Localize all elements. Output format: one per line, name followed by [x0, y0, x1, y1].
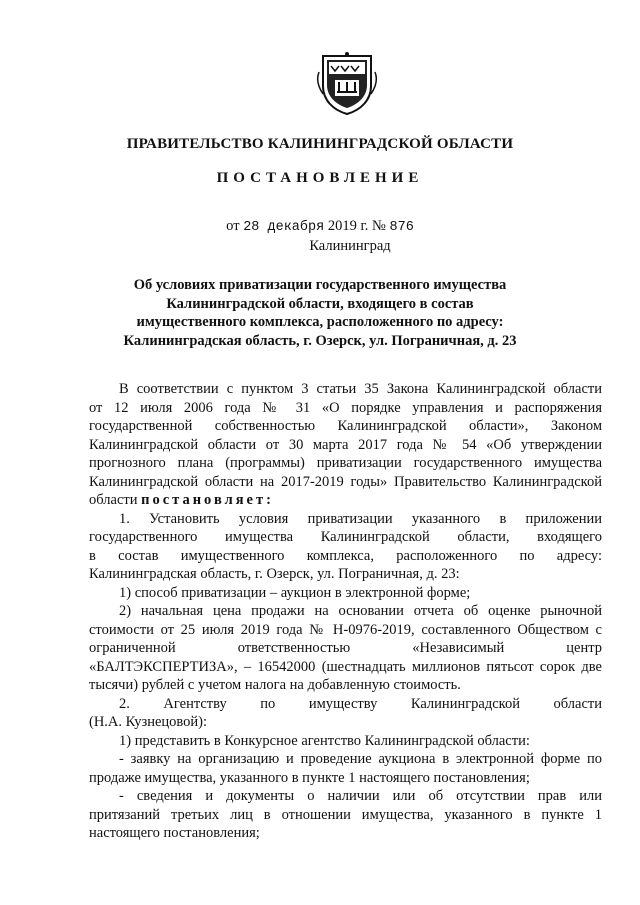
body-line: - заявку на организацию и проведение аукциона в электронной форме по: [119, 751, 602, 767]
body-line: государственного имущества Калининградской области, входящего: [89, 529, 602, 545]
body-text-fragment: области: [89, 492, 138, 508]
body-line: Калининградская область, г. Озерск, ул. Пограничная, д. 23:: [89, 566, 460, 582]
body-line: прогнозного плана (программы) приватизации государственного имущества: [89, 455, 602, 471]
number-sign: №: [372, 218, 386, 234]
heading-line: Калининградская область, г. Озерск, ул. Пограничная, д. 23: [123, 332, 517, 349]
body-line: [89, 491, 602, 510]
body-line: 2) начальная цена продажи на основании отчета об оценке рыночной: [119, 603, 602, 619]
date-prefix: от: [226, 218, 240, 234]
government-title: ПРАВИТЕЛЬСТВО КАЛИНИНГРАДСКОЙ ОБЛАСТИ: [126, 136, 514, 152]
city: Калининград: [309, 238, 391, 254]
body-line: (Н.А. Кузнецовой):: [89, 714, 208, 730]
body-line: 1. Установить условия приватизации указанного в приложении: [119, 510, 602, 527]
date-handwritten: 28 декабря: [243, 220, 325, 235]
coat-of-arms-icon: [315, 52, 379, 116]
body-line: Калининградской области на 2017-2019 годы» Правительство Калининградской: [89, 473, 602, 490]
body-line: Калининградской области от 30 марта 2017 года № 54 «Об утверждении: [89, 436, 602, 453]
date-line: [0, 218, 640, 235]
body-line: государственной собственностью Калининградской области», Законом: [89, 418, 602, 434]
body-line: - сведения и документы о наличии или об отсутствии прав или: [119, 788, 602, 804]
heading-line: имущественного комплекса, расположенного по адресу:: [136, 314, 504, 330]
body-line: в состав имущественного комплекса, расположенного по адресу:: [89, 547, 602, 564]
body-line: 1) представить в Конкурсное агентство Калининградской области:: [119, 732, 530, 749]
document-type: ПОСТАНОВЛЕНИЕ: [216, 170, 424, 186]
body-line: притязаний третьих лиц в отношении имущества, указанного в пункте 1: [89, 806, 602, 823]
body-line: стоимости от 25 июля 2019 года № Н-0976-2019, составленного Обществом с: [89, 621, 602, 638]
document-number: 876: [389, 220, 414, 235]
body-line: ограниченной ответственностью «Независимый центр: [89, 640, 602, 656]
document-heading: [120, 276, 520, 350]
document-body: [89, 380, 602, 843]
decree-keyword: постановляет:: [141, 492, 274, 508]
body-line: «БАЛТЭКСПЕРТИЗА», – 16542000 (шестнадцать миллионов пятьсот сорок две: [89, 658, 602, 675]
body-line: настоящего постановления;: [89, 825, 260, 841]
heading-line: Об условиях приватизации государственного имущества: [133, 277, 507, 293]
heading-line: Калининградской области, входящего в состав: [166, 295, 474, 312]
body-line: тысячи) рублей с учетом налога на добавленную стоимость.: [89, 677, 461, 693]
body-line: 2. Агентству по имуществу Калининградской области: [119, 695, 602, 712]
body-line: от 12 июля 2006 года № 31 «О порядке управления и распоряжения: [89, 399, 602, 416]
date-year: 2019 г.: [327, 218, 369, 234]
body-line: В соответствии с пунктом 3 статьи 35 Закона Калининградской области: [119, 381, 602, 397]
body-line: 1) способ приватизации – аукцион в электронной форме;: [119, 584, 471, 601]
body-line: продаже имущества, указанного в пункте 1 настоящего постановления;: [89, 769, 530, 786]
